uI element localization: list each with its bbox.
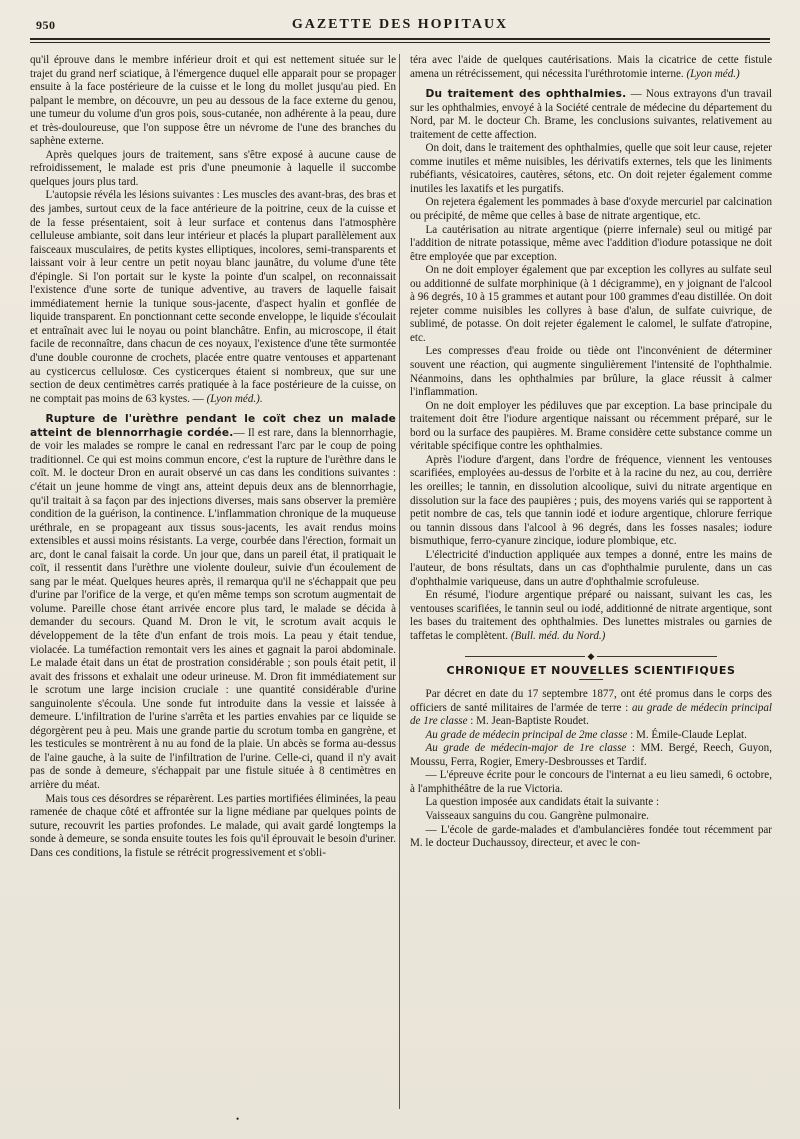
page-end-mark: • (236, 1114, 240, 1124)
header-rule-thin (30, 42, 770, 43)
separator-line (465, 656, 585, 657)
article-paragraph (30, 189, 396, 406)
spacer (30, 406, 396, 413)
paragraph-text: — Il est rare, dans la blennorrhagie, de voir les malades se rompre le canal en redressant l'arc par le coup de poing traditionnel. Ce qui est moins commun encore, c'est la rupture de l'urèthre dans le coït. M. le docteur Dron en aurait observé un cas dans les conditions suivantes : c'était un jeune homme de vingt ans, atteint depuis deux ans de blennorrhagie, qu'il traitait à sa façon par des injections diverses, mais sans observer la première condition de la guérison, la continence. L'inflammation chronique de la muqueuse uréthrale, en se propageant aux tissus sous-jacents, les avait rendus moins extensibles et aussi moins résistants. La verge, courbée dans l'érection, formait un arc, dont le canal faisait la corde. Un jour que, dans un pareil état, il pratiquait le coït, il ressentit dans l'urèthre une violente douleur, suivie d'un écoulement de sang par le méat. Quelques heures après, il remarqua qu'il ne s'échappait que peu d'urine par l'orifice de la verge, et qu'en même temps son scrotum augmentait de volume. Pareille chose étant arrivée encore plus tard, le malade se décida à demander du secours. Quand M. Dron le vit, le scrotum avait acquis le développement de la tête d'un enfant de trois mois. La peau y était tendue, violacée. La tuméfaction remontait vers les aines et gagnait la paroi abdominale. Le malade était dans un état de prostration considérable ; son pouls était petit, il avait des frissons et exhalait une odeur urineuse. M. Dron fit immédiatement sur le scrotum une large incision cruciale : une quantité considérable d'urine sanguinolente s'écoula. Une sonde fut introduite dans la vessie et laissée à demeure. L'infiltration de l'urine s'arrêta et les parties envahies par ce liquide se dégorgèrent peu à peu. Mais une grande partie du scrotum tomba en gangrène, et les testicules se montrèrent à nu au fond de la plaie. Un abcès se forma au-dessus de l'aine gauche, à la suite de l'infiltration de l'urine. Celle-ci, quand il n'y avait pas de sonde à demeure, s'échappait par une fistule située à 8 centimètres en arrière du méat. (30, 426, 396, 791)
article-paragraph: Les compresses d'eau froide ou tiède ont l'inconvénient de déterminer souvent une réaction, qui augmente singulièrement l'intensité de l'ophthalmie. Néanmoins, dans les ophthalmies par brûlure, la glace réussit à calmer l'inflammation. (410, 345, 772, 399)
article-title: Du traitement des ophthalmies. (425, 88, 627, 101)
rank-label: au grade de médecin principal de 1re classe (410, 701, 772, 728)
article-paragraph: Après l'iodure d'argent, dans l'ordre de fréquence, viennent les ventouses scarifiées, employées au-dessus de l'orbite et à la racine du nez, au cou, derrière les oreilles; le tannin, en dissolution alcoolique, suivi du nitrate argentique en dissolution sur la face des paupières ; puis, des moyens variés qui se rapportent à petit nombre de cas, tels que tannin iodé et iodure argentique, chlorure ferrique ou tannin dissous dans l'alcool à 96 degrés, dans les fosses nasales; iodure bismuthique, ferro-cyanure zincique, iodure plombique, etc. (410, 453, 772, 548)
rank-label: Au grade de médecin principal de 2me classe (425, 728, 628, 741)
article-paragraph: On rejetera également les pommades à base d'oxyde mercuriel par calcination ou précipité, de même que celles à base de nitrate argentique, etc. (410, 196, 772, 223)
article-paragraph: On ne doit employer les pédiluves que par exception. La base principale du traitement doit être l'iodure argentique naissant ou récemment préparé, sur le bord ou la surface des paupières. M. Brame considère cette substance comme un véritable spécifique contre les ophthalmies. (410, 399, 772, 453)
paragraph-text: : MM. Bergé, Reech, Guyon, Moussu, Ferra, Rogier, Emery-Desbrousses et Tardif. (410, 742, 772, 768)
news-paragraph: Vaisseaux sanguins du cou. Gangrène pulmonaire. (425, 809, 649, 822)
article-paragraph (410, 54, 772, 81)
article-paragraph (30, 413, 396, 792)
paragraph-text: Par décret en date du 17 septembre 1877, ont été promus dans le corps des officiers de santé militaires de l'armée de terre : (410, 688, 772, 714)
header-rule (30, 38, 770, 40)
page-header (18, 14, 782, 38)
paragraph-text: — Nous extrayons d'un travail sur les ophthalmies, envoyé à la Société centrale de médecine du département du Nord, par M. le docteur Ch. Brame, les conclusions suivantes, relativement au traitement de cette affection. (410, 88, 772, 141)
page-number: 950 (36, 18, 56, 32)
column-divider (399, 54, 400, 1109)
paragraph-text: En résumé, l'iodure argentique préparé ou naissant, suivant les cas, les ventouses scarifiées, le tannin seul ou iodé, additionné de nitrate argentique, sont les bases du traitement des ophthalmies. Des lunettes mistrales ou garnies de taffetas le complètent. (410, 589, 772, 642)
spacer (410, 81, 772, 88)
news-paragraph (410, 729, 772, 743)
news-paragraph (410, 742, 772, 769)
source-citation: (Bull. méd. du Nord.) (510, 629, 606, 642)
article-paragraph: La cautérisation au nitrate argentique (pierre infernale) seul ou mitigé par l'addition de nitrate potassique, même avec l'addition d'iodure potassique ne doit être employée que par exception. (410, 223, 772, 263)
journal-title: GAZETTE DES HOPITAUX (291, 17, 509, 32)
source-citation: (Lyon méd.). (206, 392, 263, 405)
article-paragraph: qu'il éprouve dans le membre inférieur droit et qui est nettement située sur le trajet du grand nerf sciatique, à l'émergence duquel elle apparait pour se propager ensuite à la face postérieure de la cuisse et le long du mollet jusqu'au pied. En palpant le membre, on découvre, un peu au dessous de la face externe du genou, une tumeur du volume d'un gros pois, sous-cutanée, non adhérente à la peau, dure et très-douloureuse, que l'on suppose être un névrome de l'une des branches du saphène externe. (30, 54, 396, 148)
article-paragraph: Après quelques jours de traitement, sans s'être exposé à aucune cause de refroidissement, le malade est pris d'une pneumonie à laquelle il succombe quelques jours plus tard. (30, 148, 396, 188)
article-title: Rupture de l'urèthre pendant le coït chez un malade atteint de blennorrhagie cordée. (30, 413, 396, 439)
article-paragraph (410, 589, 772, 643)
paragraph-text: : M. Jean-Baptiste Roudet. (467, 715, 589, 728)
news-paragraph (410, 688, 772, 729)
paragraph-text: : M. Émile-Claude Leplat. (627, 728, 747, 741)
separator-line (597, 656, 717, 657)
paragraph-text: L'autopsie révéla les lésions suivantes : Les muscles des avant-bras, des bras et des jambes, surtout ceux de la face antérieure de la poitrine, ceux de la cuisse et de la fesse présentaient, soit à leur surface et contenus dans l'atmosphère celluleuse ambiante, soit dans leur intérieur et placés la plupart parallèlement aux faisceaux musculaires, de petits kystes elliptiques, incolores, semi-transparents et laissant voir à leur centre un petit noyau blanc jaunâtre, du volume d'une tête d'épingle. Si l'on portait sur le kyste la pointe d'un scalpel, on reconnaissait l'existence d'une sorte de tunique adventive, au travers de laquelle faisait immédiatement hernie la tunique sous-jacente, d'aspect hyalin et gonflée de liquide transparent. En ponctionnant cette seconde enveloppe, le liquide s'écoulait et entraînait avec lui le noyau ou point blanchâtre. Enfin, au microscope, il était facile de reconnaître, dans chacun de ces noyaux, l'existence d'une tête surmontée d'une double couronne de crochets, placée entre quatre ventouses et appartenant au cysticercus cellulosœ. Ces cysticerques étaient si nombreux, que sur une section de deux centimètres carrés pratiquée à la face postérieure de la cuisse, on ne comptait pas moins de 63 kystes. — (30, 189, 396, 405)
article-paragraph (410, 88, 772, 142)
article-paragraph: On doit, dans le traitement des ophthalmies, quelle que soit leur cause, rejeter comme inutiles et même nuisibles, les dérivatifs externes, tels que les liniments rubéfiants, vésicatoires, cautères, sétons, etc. On doit rejeter également comme inutiles les laxatifs et les purgatifs. (410, 142, 772, 195)
news-paragraph: — L'épreuve écrite pour le concours de l'internat a eu lieu samedi, 6 octobre, à l'amphithéâtre de la rue Victoria. (410, 769, 772, 795)
section-separator (410, 650, 772, 660)
paragraph-text: téra avec l'aide de quelques cautérisations. Mais la cicatrice de cette fistule amena un rétrécissement, qui nécessita l'uréthrotomie interne. (410, 54, 772, 80)
rank-label: Au grade de médecin-major de 1re classe (425, 742, 627, 755)
article-paragraph: Mais tous ces désordres se réparèrent. Les parties mortifiées éliminées, la peau ramenée de chaque côté et affrontée sur la ligne médiane par quelques points de suture, recouvrit les parties profondes. Le malade, qui avait gardé longtemps la sonde à demeure, se sonda ensuite toutes les fois qu'il éprouvait le besoin d'uriner. Dans ces conditions, la fistule se rétrécit progressivement et s'obli- (30, 792, 396, 859)
heading-rule (579, 679, 603, 680)
diamond-ornament-icon: ◆ (587, 650, 595, 661)
news-paragraph: La question imposée aux candidats était la suivante : (425, 796, 660, 809)
section-heading: CHRONIQUE ET NOUVELLES SCIENTIFIQUES (446, 663, 736, 677)
right-column (410, 54, 772, 851)
source-citation: (Lyon méd.) (686, 67, 740, 80)
article-paragraph: On ne doit employer également que par exception les collyres au sulfate seul ou additionné de sulfate morphinique (à 1 décigramme), en y joignant de l'alcool à 96 degrés, 10 à 15 grammes et autant pour 100 grammes d'eau distillée. On doit rejeter comme nuisibles les collyres à base d'alun, de sulfate cuivrique, de sublimé, de potasse. On doit rejeter également le calomel, le sulfate d'atropine, etc. (410, 264, 772, 344)
left-column (30, 54, 396, 860)
article-paragraph: L'électricité d'induction appliquée aux tempes a donné, entre les mains de l'auteur, de bons résultats, dans un cas d'ophthalmie purulente, dans un cas d'ophthalmie variqueuse, dans un autre d'ophthalmie scrofuleuse. (410, 548, 772, 588)
news-paragraph: — L'école de garde-malades et d'ambulancières fondée tout récemment par M. le docteur Duchaussoy, directeur, et avec le con- (410, 823, 772, 850)
